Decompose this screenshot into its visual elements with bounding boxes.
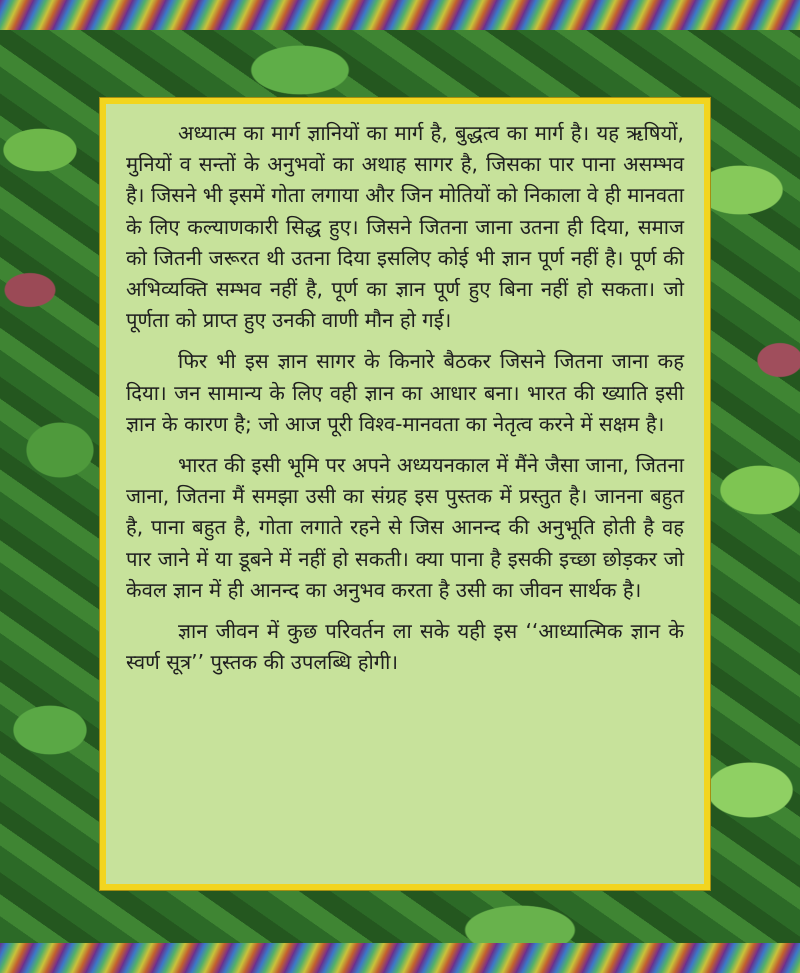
- paragraph-4: ज्ञान जीवन में कुछ परिवर्तन ला सके यही इस ‘‘आध्यात्मिक ज्ञान के स्वर्ण सूत्र’’ पुस्तक की उपलब्धि होगी।: [126, 619, 684, 675]
- decorative-bottom-border: [0, 943, 800, 973]
- preface-text: [126, 118, 684, 688]
- paragraph-1: अध्यात्म का मार्ग ज्ञानियों का मार्ग है, बुद्धत्व का मार्ग है। यह ऋषियों, मुनियों व सन्तों के अनुभवों का अथाह सागर है, जिसका पार पाना असम्भव है। जिसने भी इसमें गोता लगाया और जिन मोतियों को निकाला वे ही मानवता के लिए कल्याणकारी सिद्ध हुए। जिसने जितना जाना उतना ही दिया, समाज को जितनी जरूरत थी उतना दिया इसलिए कोई भी ज्ञान पूर्ण नहीं है। पूर्ण की अभिव्यक्ति सम्भव नहीं है, पूर्ण का ज्ञान पूर्ण हुए बिना नहीं हो सकता। जो पूर्णता को प्राप्त हुए उनकी वाणी मौन हो गई।: [126, 121, 684, 333]
- text-panel: [100, 98, 710, 890]
- decorative-top-border: [0, 0, 800, 30]
- paragraph-2: फिर भी इस ज्ञान सागर के किनारे बैठकर जिसने जितना जाना कह दिया। जन सामान्य के लिए वही ज्ञान का आधार बना। भारत की ख्याति इसी ज्ञान के कारण है; जो आज पूरी विश्व-मानवता का नेतृत्व करने में सक्षम है।: [126, 349, 684, 436]
- paragraph-3: भारत की इसी भूमि पर अपने अध्ययनकाल में मैंने जैसा जाना, जितना जाना, जितना मैं समझा उसी का संग्रह इस पुस्तक में प्रस्तुत है। जानना बहुत है, पाना बहुत है, गोता लगाते रहने से जिस आनन्द की अनुभूति होती है वह पार जाने में या डूबने में नहीं हो सकती। क्या पाना है इसकी इच्छा छोड़कर जो केवल ज्ञान में ही आनन्द का अनुभव करता है उसी का जीवन सार्थक है।: [126, 453, 684, 602]
